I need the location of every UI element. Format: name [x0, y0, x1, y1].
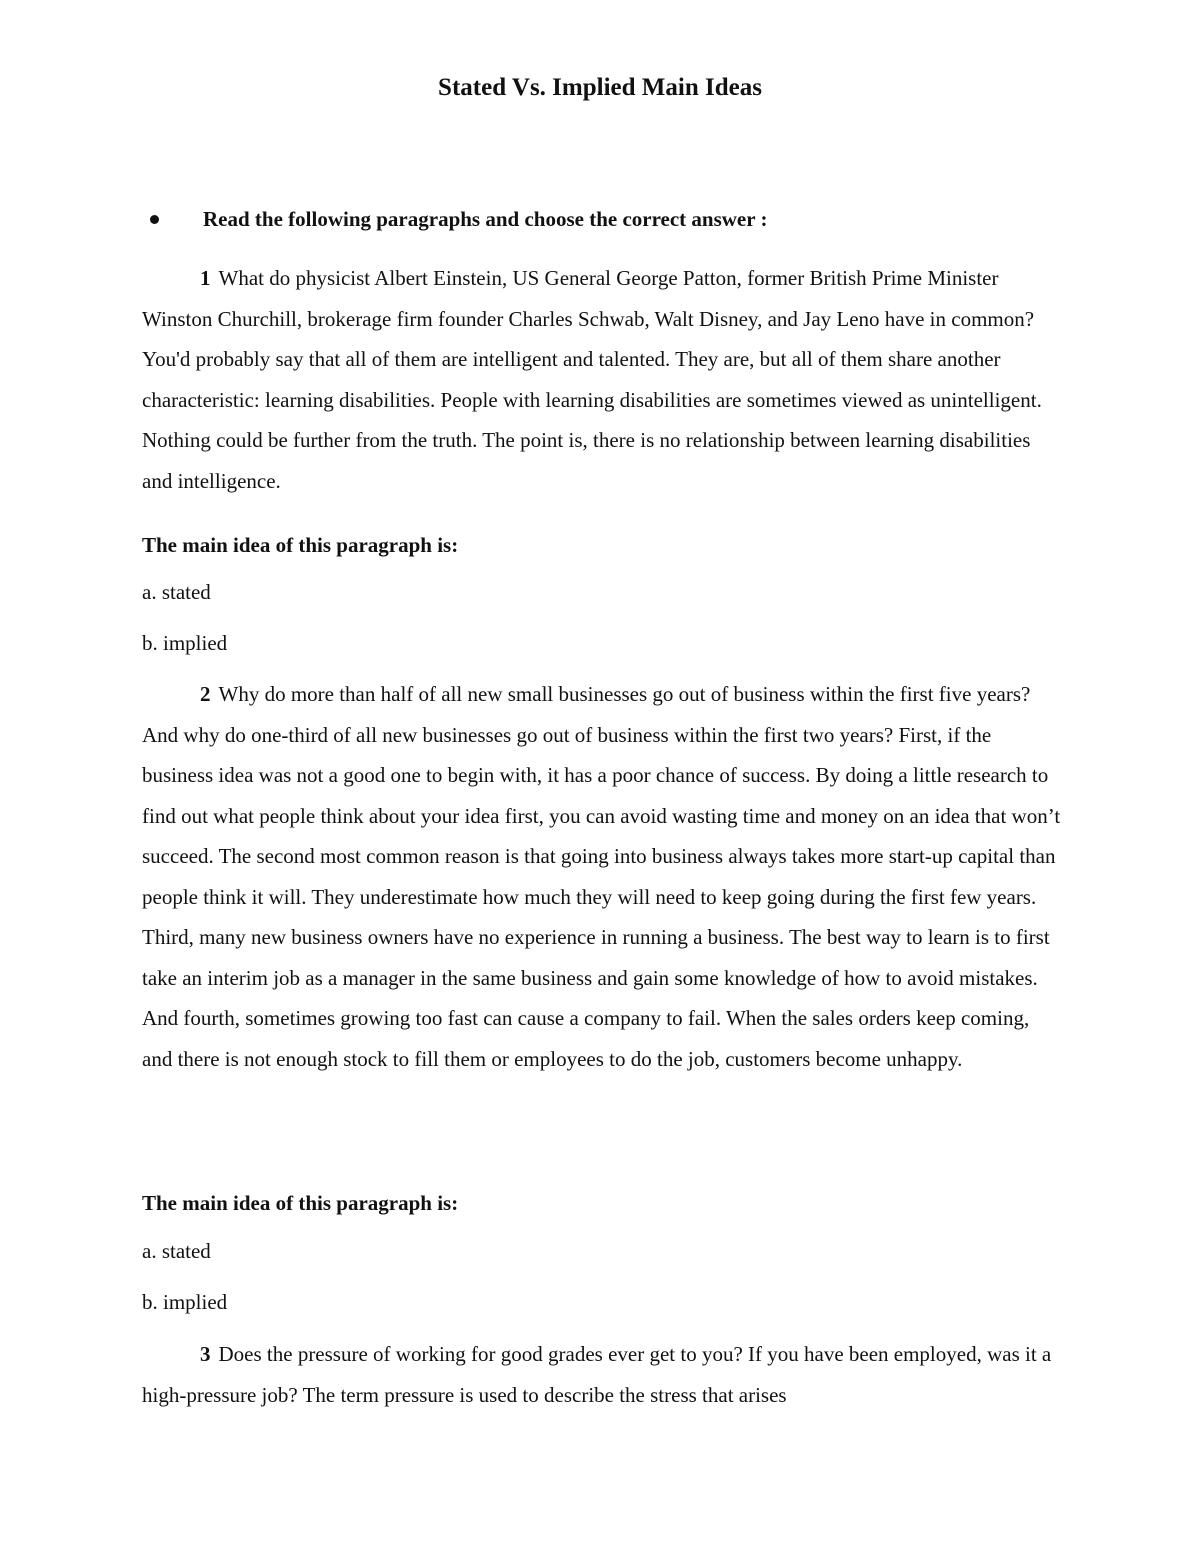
question-3-number: 3 [200, 1342, 211, 1366]
bullet-icon [150, 215, 159, 224]
instruction-text: Read the following paragraphs and choose the correct answer : [203, 207, 768, 231]
question-2-option-a: a. stated [142, 1239, 211, 1263]
question-2-number: 2 [200, 682, 211, 706]
question-3-paragraph [142, 1334, 1062, 1415]
question-3-text: Does the pressure of working for good grades ever get to you? If you have been employed, was it a high-pressure job? The term pressure is used to describe the stress that arises [142, 1342, 1052, 1407]
question-2-paragraph [142, 674, 1062, 1079]
question-2-prompt: The main idea of this paragraph is: [142, 1191, 459, 1215]
question-1-option-a: a. stated [142, 580, 211, 604]
question-2-text: Why do more than half of all new small businesses go out of business within the first five years? And why do one-third of all new businesses go out of business within the first two years? First, if the business idea was not a good one to begin with, it has a poor chance of success. By doing a little research to find out what people think about your idea first, you can avoid wasting time and money on an idea that won’t succeed. The second most common reason is that going into business always takes more start-up capital than people think it will. They underestimate how much they will need to keep going during the first few years. Third, many new business owners have no experience in running a business. The best way to learn is to first take an interim job as a manager in the same business and gain some knowledge of how to avoid mistakes. And fourth, sometimes growing too fast can cause a company to fail. When the sales orders keep coming, and there is not enough stock to fill them or employees to do the job, customers become unhappy. [142, 682, 1061, 1071]
question-1-text: What do physicist Albert Einstein, US General George Patton, former British Prime Minister Winston Churchill, brokerage firm founder Charles Schwab, Walt Disney, and Jay Leno have in common? You'd probably say that all of them are intelligent and talented. They are, but all of them share another characteristic: learning disabilities. People with learning disabilities are sometimes viewed as unintelligent. Nothing could be further from the truth. The point is, there is no relationship between learning disabilities and intelligence. [142, 266, 1042, 493]
question-1-paragraph [142, 258, 1062, 501]
question-1-option-b: b. implied [142, 631, 228, 655]
question-1-number: 1 [200, 266, 211, 290]
page-title: Stated Vs. Implied Main Ideas [438, 74, 762, 101]
instruction-line [142, 204, 767, 234]
question-1-prompt: The main idea of this paragraph is: [142, 533, 459, 557]
question-2-option-b: b. implied [142, 1290, 228, 1314]
